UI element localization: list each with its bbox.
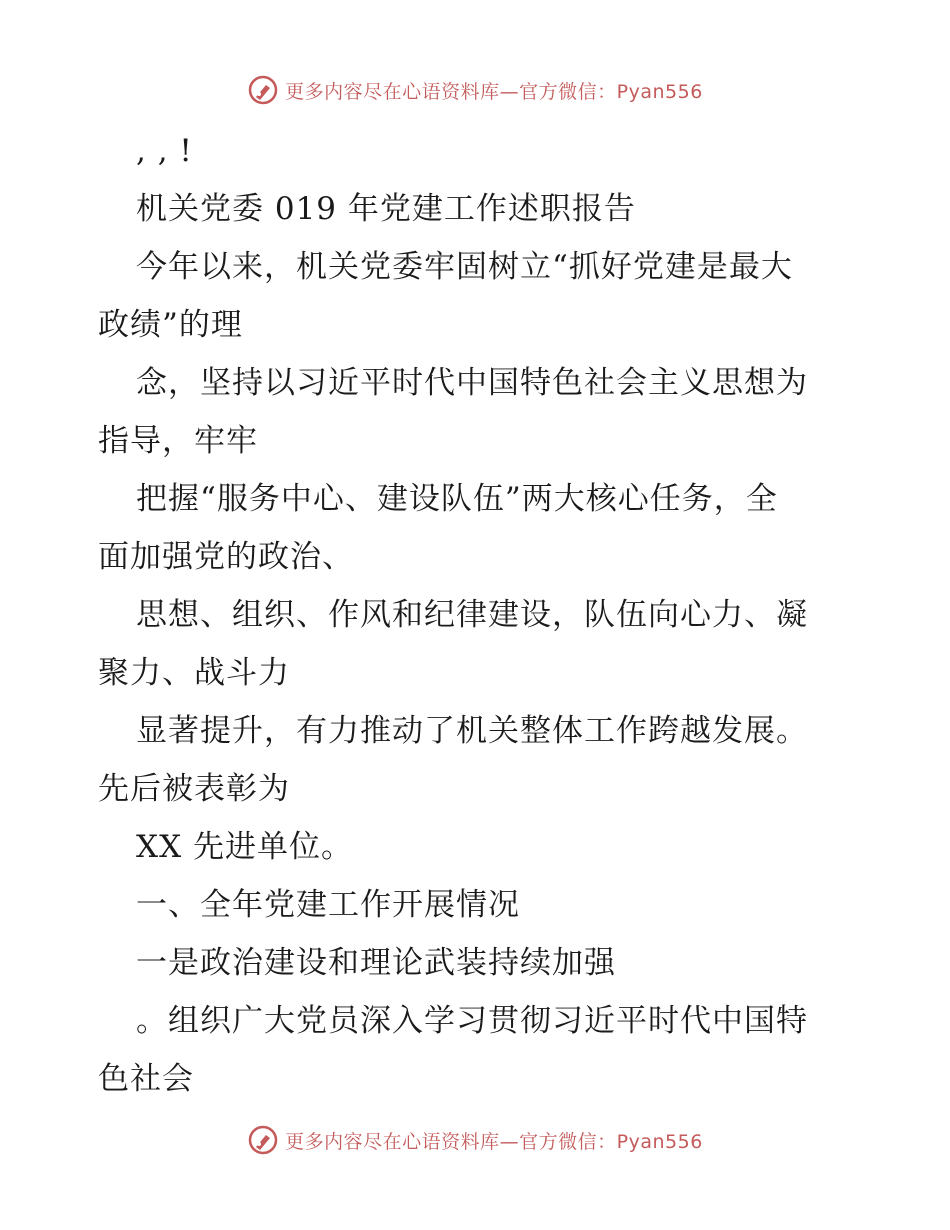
text-line: 把握“服务中心、建设队伍”两大核心任务，全 bbox=[136, 481, 778, 517]
watermark-text: 更多内容尽在心语资料库—官方微信：Pyan556 bbox=[285, 80, 703, 103]
text-line: 。组织广大党员深入学习贯彻习近平时代中国特 bbox=[136, 1003, 808, 1039]
watermark-text: 更多内容尽在心语资料库—官方微信：Pyan556 bbox=[285, 1130, 703, 1153]
text-line: 色社会 bbox=[98, 1061, 194, 1097]
text-line: 政绩”的理 bbox=[98, 307, 243, 343]
text-line: XX 先进单位。 bbox=[136, 829, 353, 865]
text-line: 念，坚持以习近平时代中国特色社会主义思想为 bbox=[136, 365, 808, 401]
text-line: 先后被表彰为 bbox=[98, 771, 290, 807]
footer-watermark bbox=[0, 1120, 950, 1160]
text-line: 思想、组织、作风和纪律建设，队伍向心力、凝 bbox=[136, 597, 808, 633]
text-line: 显著提升，有力推动了机关整体工作跨越发展。 bbox=[136, 713, 808, 749]
header-watermark bbox=[0, 70, 950, 110]
section-heading: 一、全年党建工作开展情况 bbox=[136, 887, 520, 923]
document-title: 机关党委 019 年党建工作述职报告 bbox=[136, 191, 636, 227]
text-line: 聚力、战斗力 bbox=[98, 655, 290, 691]
subsection-heading: 一是政治建设和理论武装持续加强 bbox=[136, 945, 616, 981]
text-line: 面加强党的政治、 bbox=[98, 539, 354, 575]
pen-nib-logo-icon bbox=[247, 74, 279, 106]
pen-nib-logo-icon bbox=[247, 1124, 279, 1156]
text-line: , , ! bbox=[136, 133, 193, 169]
document-body bbox=[98, 122, 858, 1108]
text-line: 指导，牢牢 bbox=[98, 423, 258, 459]
text-line: 今年以来，机关党委牢固树立“抓好党建是最大 bbox=[136, 249, 793, 285]
